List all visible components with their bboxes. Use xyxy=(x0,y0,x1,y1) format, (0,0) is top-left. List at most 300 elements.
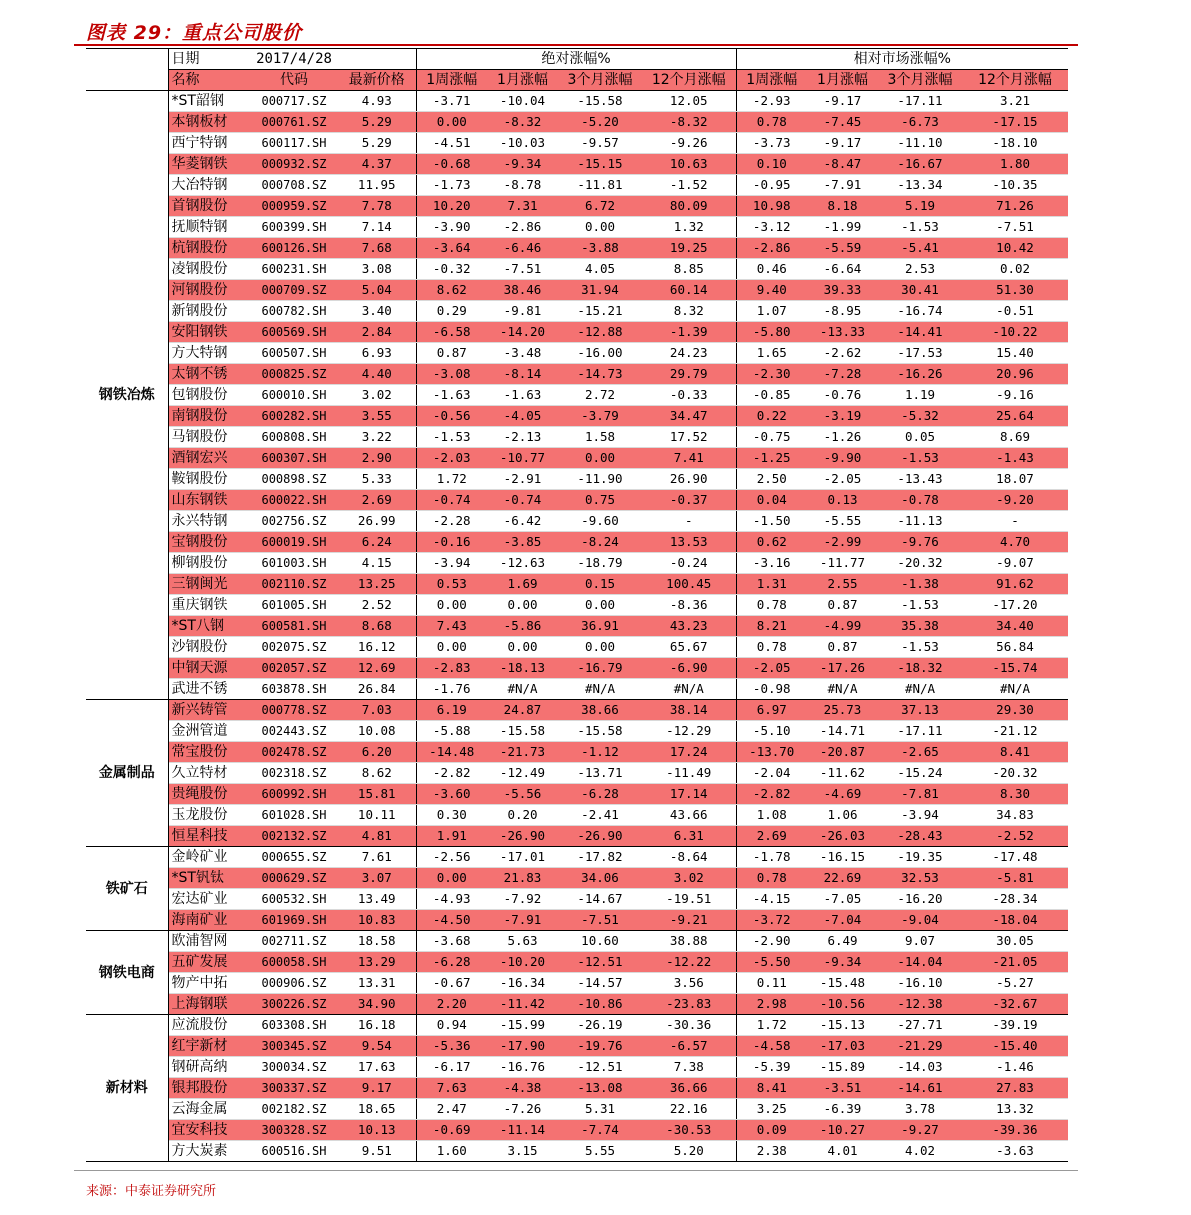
rel-change: -17.26 xyxy=(807,658,878,679)
abs-change: -3.88 xyxy=(558,238,642,259)
abs-change: 8.85 xyxy=(642,259,736,280)
rel-change: -7.81 xyxy=(878,784,962,805)
rel-change: -15.13 xyxy=(807,1015,878,1036)
col-rel-3m: 3个月涨幅 xyxy=(878,70,962,91)
rel-change: 71.26 xyxy=(962,196,1068,217)
stock-code: 002318.SZ xyxy=(250,763,338,784)
abs-change: 0.00 xyxy=(558,595,642,616)
abs-change: 13.53 xyxy=(642,532,736,553)
abs-change: -4.93 xyxy=(416,889,487,910)
company-name: 河钢股份 xyxy=(168,280,250,301)
latest-price: 18.65 xyxy=(338,1099,416,1120)
abs-change: 100.45 xyxy=(642,574,736,595)
stock-code: 000629.SZ xyxy=(250,868,338,889)
stock-code: 600058.SH xyxy=(250,952,338,973)
abs-change: 2.47 xyxy=(416,1099,487,1120)
latest-price: 4.93 xyxy=(338,91,416,112)
rel-change: 2.38 xyxy=(736,1141,807,1162)
rel-change: -17.53 xyxy=(878,343,962,364)
rel-change: -20.32 xyxy=(878,553,962,574)
abs-change: -6.17 xyxy=(416,1057,487,1078)
rel-change: 9.40 xyxy=(736,280,807,301)
abs-change: -2.13 xyxy=(487,427,558,448)
abs-change: -7.26 xyxy=(487,1099,558,1120)
latest-price: 13.31 xyxy=(338,973,416,994)
rel-change: 6.49 xyxy=(807,931,878,952)
table-row xyxy=(86,196,1068,217)
rel-change: -0.76 xyxy=(807,385,878,406)
company-name: 武进不锈 xyxy=(168,679,250,700)
company-name: 本钢板材 xyxy=(168,112,250,133)
abs-change: -14.57 xyxy=(558,973,642,994)
stock-code: 600581.SH xyxy=(250,616,338,637)
rel-change: -17.11 xyxy=(878,91,962,112)
rel-change: -6.39 xyxy=(807,1099,878,1120)
rel-change: 0.22 xyxy=(736,406,807,427)
abs-change: 31.94 xyxy=(558,280,642,301)
source-note: 来源：中泰证券研究所 xyxy=(86,1184,217,1199)
col-code: 代码 xyxy=(250,70,338,91)
latest-price: 17.63 xyxy=(338,1057,416,1078)
company-name: 宏达矿业 xyxy=(168,889,250,910)
abs-change: 29.79 xyxy=(642,364,736,385)
col-abs-12m: 12个月涨幅 xyxy=(642,70,736,91)
abs-change: -3.60 xyxy=(416,784,487,805)
rel-change: -4.15 xyxy=(736,889,807,910)
abs-change: 65.67 xyxy=(642,637,736,658)
stock-code: 002110.SZ xyxy=(250,574,338,595)
latest-price: 4.15 xyxy=(338,553,416,574)
latest-price: 13.49 xyxy=(338,889,416,910)
abs-change: #N/A xyxy=(487,679,558,700)
abs-change: 3.15 xyxy=(487,1141,558,1162)
rel-change: -13.33 xyxy=(807,322,878,343)
rel-change: 2.50 xyxy=(736,469,807,490)
rel-change: 0.04 xyxy=(736,490,807,511)
latest-price: 4.40 xyxy=(338,364,416,385)
table-row xyxy=(86,700,1068,721)
abs-change: -1.12 xyxy=(558,742,642,763)
stock-code: 000906.SZ xyxy=(250,973,338,994)
abs-change: 7.43 xyxy=(416,616,487,637)
abs-change: 2.72 xyxy=(558,385,642,406)
rel-change: -11.10 xyxy=(878,133,962,154)
stock-code: 002711.SZ xyxy=(250,931,338,952)
stock-code: 600532.SH xyxy=(250,889,338,910)
rel-change: -15.48 xyxy=(807,973,878,994)
latest-price: 10.83 xyxy=(338,910,416,931)
abs-change: -1.52 xyxy=(642,175,736,196)
rel-change: 37.13 xyxy=(878,700,962,721)
company-name: 金洲管道 xyxy=(168,721,250,742)
abs-change: 10.63 xyxy=(642,154,736,175)
table-row xyxy=(86,616,1068,637)
rel-change: 0.46 xyxy=(736,259,807,280)
abs-change: -8.32 xyxy=(642,112,736,133)
abs-change: -6.90 xyxy=(642,658,736,679)
rel-change: 10.98 xyxy=(736,196,807,217)
rel-change: -8.95 xyxy=(807,301,878,322)
stock-code: 000778.SZ xyxy=(250,700,338,721)
stock-code: 000898.SZ xyxy=(250,469,338,490)
abs-change: -16.34 xyxy=(487,973,558,994)
abs-change: 0.00 xyxy=(416,112,487,133)
stock-code: 600808.SH xyxy=(250,427,338,448)
abs-change: -2.82 xyxy=(416,763,487,784)
figure-title: 图表 29：重点公司股价 xyxy=(86,22,303,44)
abs-change: 7.41 xyxy=(642,448,736,469)
rel-change: -0.98 xyxy=(736,679,807,700)
rel-change: -18.32 xyxy=(878,658,962,679)
abs-change: -2.91 xyxy=(487,469,558,490)
abs-change: 34.06 xyxy=(558,868,642,889)
abs-change: -15.99 xyxy=(487,1015,558,1036)
latest-price: 8.62 xyxy=(338,763,416,784)
latest-price: 16.18 xyxy=(338,1015,416,1036)
rel-change: -9.07 xyxy=(962,553,1068,574)
latest-price: 3.22 xyxy=(338,427,416,448)
stock-code: 601028.SH xyxy=(250,805,338,826)
rel-change: -17.03 xyxy=(807,1036,878,1057)
rel-change: -2.62 xyxy=(807,343,878,364)
rel-change: 3.21 xyxy=(962,91,1068,112)
table-row xyxy=(86,1099,1068,1120)
latest-price: 4.81 xyxy=(338,826,416,847)
rel-change: 0.05 xyxy=(878,427,962,448)
rel-change: -14.04 xyxy=(878,952,962,973)
abs-change: 8.62 xyxy=(416,280,487,301)
company-name: 方大特钢 xyxy=(168,343,250,364)
rel-change: -18.10 xyxy=(962,133,1068,154)
table-body xyxy=(86,49,1068,1162)
latest-price: 34.90 xyxy=(338,994,416,1015)
abs-change: -11.90 xyxy=(558,469,642,490)
stock-code: 002057.SZ xyxy=(250,658,338,679)
rel-change: -1.46 xyxy=(962,1057,1068,1078)
company-name: 鞍钢股份 xyxy=(168,469,250,490)
abs-change: 4.05 xyxy=(558,259,642,280)
company-name: 华菱钢铁 xyxy=(168,154,250,175)
abs-change: 7.38 xyxy=(642,1057,736,1078)
abs-change: #N/A xyxy=(558,679,642,700)
abs-change: -12.51 xyxy=(558,952,642,973)
stock-code: 002443.SZ xyxy=(250,721,338,742)
stock-code: 000825.SZ xyxy=(250,364,338,385)
abs-change: -0.74 xyxy=(487,490,558,511)
abs-change: 0.30 xyxy=(416,805,487,826)
abs-change: 21.83 xyxy=(487,868,558,889)
company-name: 海南矿业 xyxy=(168,910,250,931)
abs-change: -7.92 xyxy=(487,889,558,910)
abs-change: -11.49 xyxy=(642,763,736,784)
rel-change: 29.30 xyxy=(962,700,1068,721)
abs-change: -12.63 xyxy=(487,553,558,574)
abs-change: -6.28 xyxy=(558,784,642,805)
rel-change: -1.38 xyxy=(878,574,962,595)
rel-change: -6.64 xyxy=(807,259,878,280)
latest-price: 3.55 xyxy=(338,406,416,427)
rel-change: -9.90 xyxy=(807,448,878,469)
company-name: 贵绳股份 xyxy=(168,784,250,805)
company-name: 大冶特钢 xyxy=(168,175,250,196)
abs-change: -10.77 xyxy=(487,448,558,469)
rel-change: -7.28 xyxy=(807,364,878,385)
table-row xyxy=(86,280,1068,301)
table-row xyxy=(86,553,1068,574)
table-row xyxy=(86,1078,1068,1099)
rel-change: -4.58 xyxy=(736,1036,807,1057)
rel-change: -3.51 xyxy=(807,1078,878,1099)
abs-change: -1.63 xyxy=(487,385,558,406)
abs-change: -8.78 xyxy=(487,175,558,196)
rel-change: 0.09 xyxy=(736,1120,807,1141)
abs-change: 1.60 xyxy=(416,1141,487,1162)
rel-change: -9.34 xyxy=(807,952,878,973)
rel-change: 1.19 xyxy=(878,385,962,406)
rel-change: -3.19 xyxy=(807,406,878,427)
rel-change: 8.21 xyxy=(736,616,807,637)
abs-change: -3.85 xyxy=(487,532,558,553)
rel-change: 2.55 xyxy=(807,574,878,595)
abs-change: -14.67 xyxy=(558,889,642,910)
rel-change: -16.67 xyxy=(878,154,962,175)
col-rel-1m: 1月涨幅 xyxy=(807,70,878,91)
table-row xyxy=(86,1057,1068,1078)
company-name: 金岭矿业 xyxy=(168,847,250,868)
stock-code: 300337.SZ xyxy=(250,1078,338,1099)
abs-change: -10.86 xyxy=(558,994,642,1015)
table-row xyxy=(86,112,1068,133)
stock-price-table xyxy=(86,48,1068,1162)
company-name: 新钢股份 xyxy=(168,301,250,322)
latest-price: 9.54 xyxy=(338,1036,416,1057)
rel-change: -3.63 xyxy=(962,1141,1068,1162)
company-name: 云海金属 xyxy=(168,1099,250,1120)
abs-change: 80.09 xyxy=(642,196,736,217)
stock-code: 002132.SZ xyxy=(250,826,338,847)
abs-change: 38.88 xyxy=(642,931,736,952)
rel-change: -6.73 xyxy=(878,112,962,133)
group-label: 钢铁冶炼 xyxy=(86,91,168,700)
company-name: 应流股份 xyxy=(168,1015,250,1036)
rel-change: -1.78 xyxy=(736,847,807,868)
stock-code: 600782.SH xyxy=(250,301,338,322)
company-name: 山东钢铁 xyxy=(168,490,250,511)
rel-change: 0.10 xyxy=(736,154,807,175)
abs-change: -26.19 xyxy=(558,1015,642,1036)
rel-change: 27.83 xyxy=(962,1078,1068,1099)
abs-change: 12.05 xyxy=(642,91,736,112)
table-row xyxy=(86,427,1068,448)
group-label: 金属制品 xyxy=(86,700,168,847)
abs-change: -14.73 xyxy=(558,364,642,385)
abs-change: 10.20 xyxy=(416,196,487,217)
rel-change: -1.43 xyxy=(962,448,1068,469)
abs-change: -4.38 xyxy=(487,1078,558,1099)
latest-price: 7.68 xyxy=(338,238,416,259)
abs-change: -3.48 xyxy=(487,343,558,364)
latest-price: 6.24 xyxy=(338,532,416,553)
latest-price: 2.90 xyxy=(338,448,416,469)
rel-change: 4.01 xyxy=(807,1141,878,1162)
rel-change: #N/A xyxy=(807,679,878,700)
col-abs-1w: 1周涨幅 xyxy=(416,70,487,91)
rel-change: -7.05 xyxy=(807,889,878,910)
table-row xyxy=(86,826,1068,847)
rel-change: 8.41 xyxy=(962,742,1068,763)
rel-change: -14.03 xyxy=(878,1057,962,1078)
stock-code: 000708.SZ xyxy=(250,175,338,196)
header-blank xyxy=(338,49,416,70)
latest-price: 6.93 xyxy=(338,343,416,364)
rel-change: 25.73 xyxy=(807,700,878,721)
group-label: 新材料 xyxy=(86,1015,168,1162)
company-name: 安阳钢铁 xyxy=(168,322,250,343)
rel-change: -11.77 xyxy=(807,553,878,574)
rel-change: -11.13 xyxy=(878,511,962,532)
table-row xyxy=(86,532,1068,553)
company-name: 新兴铸管 xyxy=(168,700,250,721)
abs-change: -0.33 xyxy=(642,385,736,406)
col-abs-1m: 1月涨幅 xyxy=(487,70,558,91)
rel-change: -0.78 xyxy=(878,490,962,511)
abs-change: -8.24 xyxy=(558,532,642,553)
rel-change: 2.69 xyxy=(736,826,807,847)
abs-change: -30.53 xyxy=(642,1120,736,1141)
company-name: 太钢不锈 xyxy=(168,364,250,385)
col-price: 最新价格 xyxy=(338,70,416,91)
company-name: 包钢股份 xyxy=(168,385,250,406)
latest-price: 16.12 xyxy=(338,637,416,658)
rel-change: -16.20 xyxy=(878,889,962,910)
stock-code: 000655.SZ xyxy=(250,847,338,868)
rel-change: 35.38 xyxy=(878,616,962,637)
rel-change: -1.99 xyxy=(807,217,878,238)
abs-change: 26.90 xyxy=(642,469,736,490)
latest-price: 5.29 xyxy=(338,133,416,154)
rel-change: -20.87 xyxy=(807,742,878,763)
company-name: *ST韶钢 xyxy=(168,91,250,112)
company-name: 重庆钢铁 xyxy=(168,595,250,616)
abs-change: -14.20 xyxy=(487,322,558,343)
abs-change: -13.71 xyxy=(558,763,642,784)
rel-change: -5.81 xyxy=(962,868,1068,889)
abs-change: 6.19 xyxy=(416,700,487,721)
company-name: 恒星科技 xyxy=(168,826,250,847)
rel-change: 0.78 xyxy=(736,112,807,133)
abs-change: -8.14 xyxy=(487,364,558,385)
company-name: 沙钢股份 xyxy=(168,637,250,658)
rel-change: -7.04 xyxy=(807,910,878,931)
rel-change: #N/A xyxy=(962,679,1068,700)
company-name: 久立特材 xyxy=(168,763,250,784)
abs-change: 0.87 xyxy=(416,343,487,364)
abs-change: 43.66 xyxy=(642,805,736,826)
rel-change: -5.80 xyxy=(736,322,807,343)
table-row xyxy=(86,637,1068,658)
latest-price: 5.29 xyxy=(338,112,416,133)
rel-change: 2.98 xyxy=(736,994,807,1015)
rel-change: -15.74 xyxy=(962,658,1068,679)
stock-code: 600992.SH xyxy=(250,784,338,805)
abs-change: 5.20 xyxy=(642,1141,736,1162)
rel-change: -9.20 xyxy=(962,490,1068,511)
abs-change: -18.79 xyxy=(558,553,642,574)
company-name: 柳钢股份 xyxy=(168,553,250,574)
company-name: 宝钢股份 xyxy=(168,532,250,553)
rel-change: -9.17 xyxy=(807,133,878,154)
abs-change: -9.81 xyxy=(487,301,558,322)
rel-change: -10.56 xyxy=(807,994,878,1015)
abs-change: -2.41 xyxy=(558,805,642,826)
abs-change: -3.71 xyxy=(416,91,487,112)
rel-change: 56.84 xyxy=(962,637,1068,658)
abs-change: -15.58 xyxy=(558,91,642,112)
date-value: 2017/4/28 xyxy=(250,49,338,70)
abs-change: 6.72 xyxy=(558,196,642,217)
abs-change: 7.31 xyxy=(487,196,558,217)
table-row xyxy=(86,385,1068,406)
rel-change: -1.53 xyxy=(878,217,962,238)
rel-change: 4.02 xyxy=(878,1141,962,1162)
latest-price: 5.33 xyxy=(338,469,416,490)
abs-change: -0.67 xyxy=(416,973,487,994)
abs-change: 38.14 xyxy=(642,700,736,721)
abs-change: -14.48 xyxy=(416,742,487,763)
abs-change: -12.51 xyxy=(558,1057,642,1078)
table-row xyxy=(86,448,1068,469)
rel-change: 1.72 xyxy=(736,1015,807,1036)
table-row xyxy=(86,952,1068,973)
company-name: 中钢天源 xyxy=(168,658,250,679)
stock-code: 600117.SH xyxy=(250,133,338,154)
company-name: 红宇新材 xyxy=(168,1036,250,1057)
header-row-columns xyxy=(86,70,1068,91)
abs-change: 0.00 xyxy=(416,868,487,889)
stock-code: 002075.SZ xyxy=(250,637,338,658)
abs-change: 36.91 xyxy=(558,616,642,637)
abs-change: -11.14 xyxy=(487,1120,558,1141)
abs-change: 0.20 xyxy=(487,805,558,826)
rel-change: -21.05 xyxy=(962,952,1068,973)
rel-change: 0.11 xyxy=(736,973,807,994)
latest-price: 26.84 xyxy=(338,679,416,700)
rel-change: 2.53 xyxy=(878,259,962,280)
rel-change: 3.78 xyxy=(878,1099,962,1120)
company-name: 马钢股份 xyxy=(168,427,250,448)
rel-change: -2.30 xyxy=(736,364,807,385)
rel-change: 91.62 xyxy=(962,574,1068,595)
rel-change: -5.55 xyxy=(807,511,878,532)
abs-change: 0.00 xyxy=(416,595,487,616)
rel-change: -39.19 xyxy=(962,1015,1068,1036)
latest-price: 13.29 xyxy=(338,952,416,973)
company-name: 凌钢股份 xyxy=(168,259,250,280)
abs-change: -2.56 xyxy=(416,847,487,868)
abs-change: 17.52 xyxy=(642,427,736,448)
rel-change: 22.69 xyxy=(807,868,878,889)
abs-change: 1.72 xyxy=(416,469,487,490)
abs-change: -13.08 xyxy=(558,1078,642,1099)
table-row xyxy=(86,1141,1068,1162)
abs-change: -3.94 xyxy=(416,553,487,574)
abs-change: -12.49 xyxy=(487,763,558,784)
abs-change: 1.32 xyxy=(642,217,736,238)
rel-change: 0.78 xyxy=(736,595,807,616)
abs-change: -5.36 xyxy=(416,1036,487,1057)
date-label: 日期 xyxy=(168,49,250,70)
rel-change: -4.99 xyxy=(807,616,878,637)
